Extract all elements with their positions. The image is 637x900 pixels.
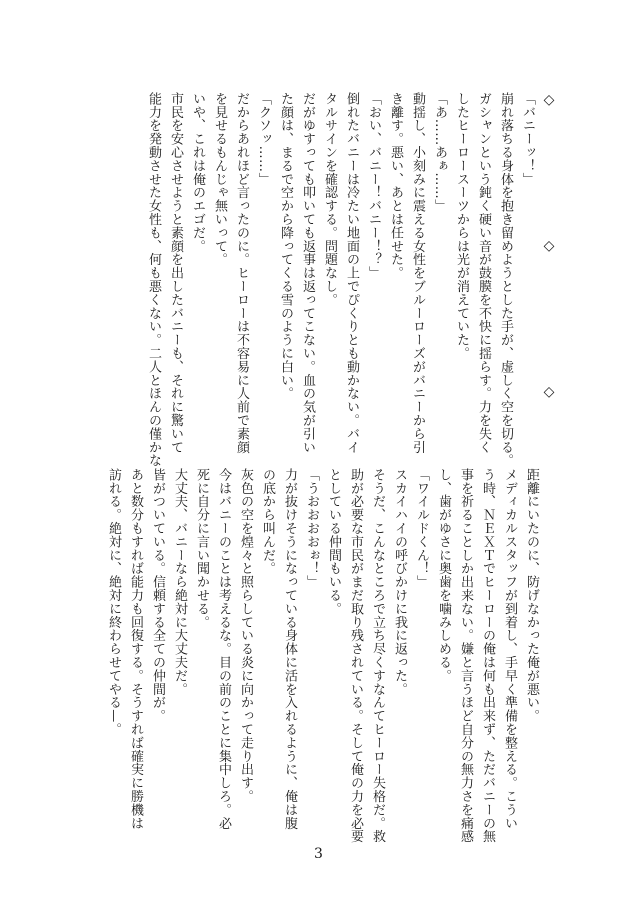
lower-text-line: 今はバニーのことは考えるな。目の前のことに集中しろ。必 (216, 468, 231, 830)
lower-text-line: スカイハイの呼びかけに我に返った。 (392, 468, 407, 696)
lower-text-line: 訪れる。絶対に、絶対に終わらせてやる—。 (106, 468, 121, 736)
upper-text-line: き離す。悪い、あとは任せた。 (388, 92, 403, 280)
lower-text-block (98, 468, 542, 844)
upper-text-line: 倒れたバニーは冷たい地面の上でぴくりとも動かない。バイ (344, 92, 359, 454)
upper-text-line: た顔は、まるで空から降ってくる雪のように白い。 (278, 92, 293, 401)
section-separator: ◇ ◇ ◇ (541, 92, 557, 458)
upper-text-line: 動揺し、小刻みに震える女性をブルーローズがバニーから引 (410, 92, 425, 454)
lower-text-line: し、歯がゆさに奥歯を噛みしめる。 (436, 468, 451, 683)
upper-text-line: 「あ……あぁ……」 (432, 92, 447, 213)
lower-text-line: としている仲間もいる。 (326, 468, 341, 616)
lower-text-line: の底から叫んだ。 (260, 468, 275, 576)
lower-text-line: 「ワイルドくん！」 (414, 468, 429, 589)
upper-text-line: 「クソッ……」 (256, 92, 271, 186)
upper-text-line: 市民を安心させようと素顔を出したバニーも、それに驚いて (168, 92, 183, 454)
upper-text-line: 能力を発動させた女性も、何も悪くない。二人とほんの僅かな (146, 92, 161, 468)
lower-text-line: メディカルスタッフが到着し、手早く準備を整える。こうい (502, 468, 517, 830)
upper-text-line: を見せるもんじゃ無いって。 (212, 92, 227, 267)
lower-text-line: 死に自分に言い聞かせる。 (194, 468, 209, 629)
lower-text-line: 距離にいたのに、防げなかった俺が悪い。 (524, 468, 539, 723)
lower-text-line: 事を祈ることしか出来ない。嫌と言うほど自分の無力さを痛感 (458, 468, 473, 844)
upper-text-line: だがゆすっても叩いても返事は返ってこない。血の気が引い (300, 92, 315, 454)
lower-text-line: 皆がついている。信頼する全ての仲間が。 (150, 468, 165, 723)
lower-text-line: あと数分もすれば能力も回復する。そうすれば確実に勝機は (128, 468, 143, 830)
lower-text-line: 「うおおおおぉ！」 (304, 468, 319, 589)
page-number: 3 (314, 846, 323, 862)
upper-text-line: 「バニーッ！」 (520, 92, 535, 186)
lower-text-line: 力が抜けそうになっている身体に活を入れるように、俺は腹 (282, 468, 297, 830)
upper-text-line: いや、これは俺のエゴだ。 (190, 92, 205, 253)
upper-text-line: だからあれほど言ったのに。ヒーローは不容易に人前で素顔 (234, 92, 249, 454)
lower-text-line: 大丈夫、バニーなら絶対に大丈夫だ。 (172, 468, 187, 696)
lower-text-line: う時、ＮＥＸＴでヒーローの俺は何も出来ず、ただバニーの無 (480, 468, 495, 844)
lower-text-line: 灰色の空を煌々と照らしている炎に向かって走り出す。 (238, 468, 253, 803)
lower-text-line: そうだ、こんなところで立ち尽くすなんてヒーロー失格だ。救 (370, 468, 385, 844)
upper-text-line: タルサインを確認する。問題なし。 (322, 92, 337, 307)
upper-text-line: ガシャンという鈍く硬い音が鼓膜を不快に揺らす。力を失く (476, 92, 491, 454)
lower-text-line: 助が必要な市民がまだ取り残されている。そして俺の力を必要 (348, 468, 363, 844)
upper-text-line: 崩れ落ちる身体を抱き留めようとした手が、虚しく空を切る。 (498, 92, 513, 468)
upper-text-line: 「おい、バニー！バニー！？」 (366, 92, 381, 280)
upper-text-block (80, 92, 560, 468)
upper-text-line: したヒーロースーツからは光が消えていた。 (454, 92, 469, 360)
